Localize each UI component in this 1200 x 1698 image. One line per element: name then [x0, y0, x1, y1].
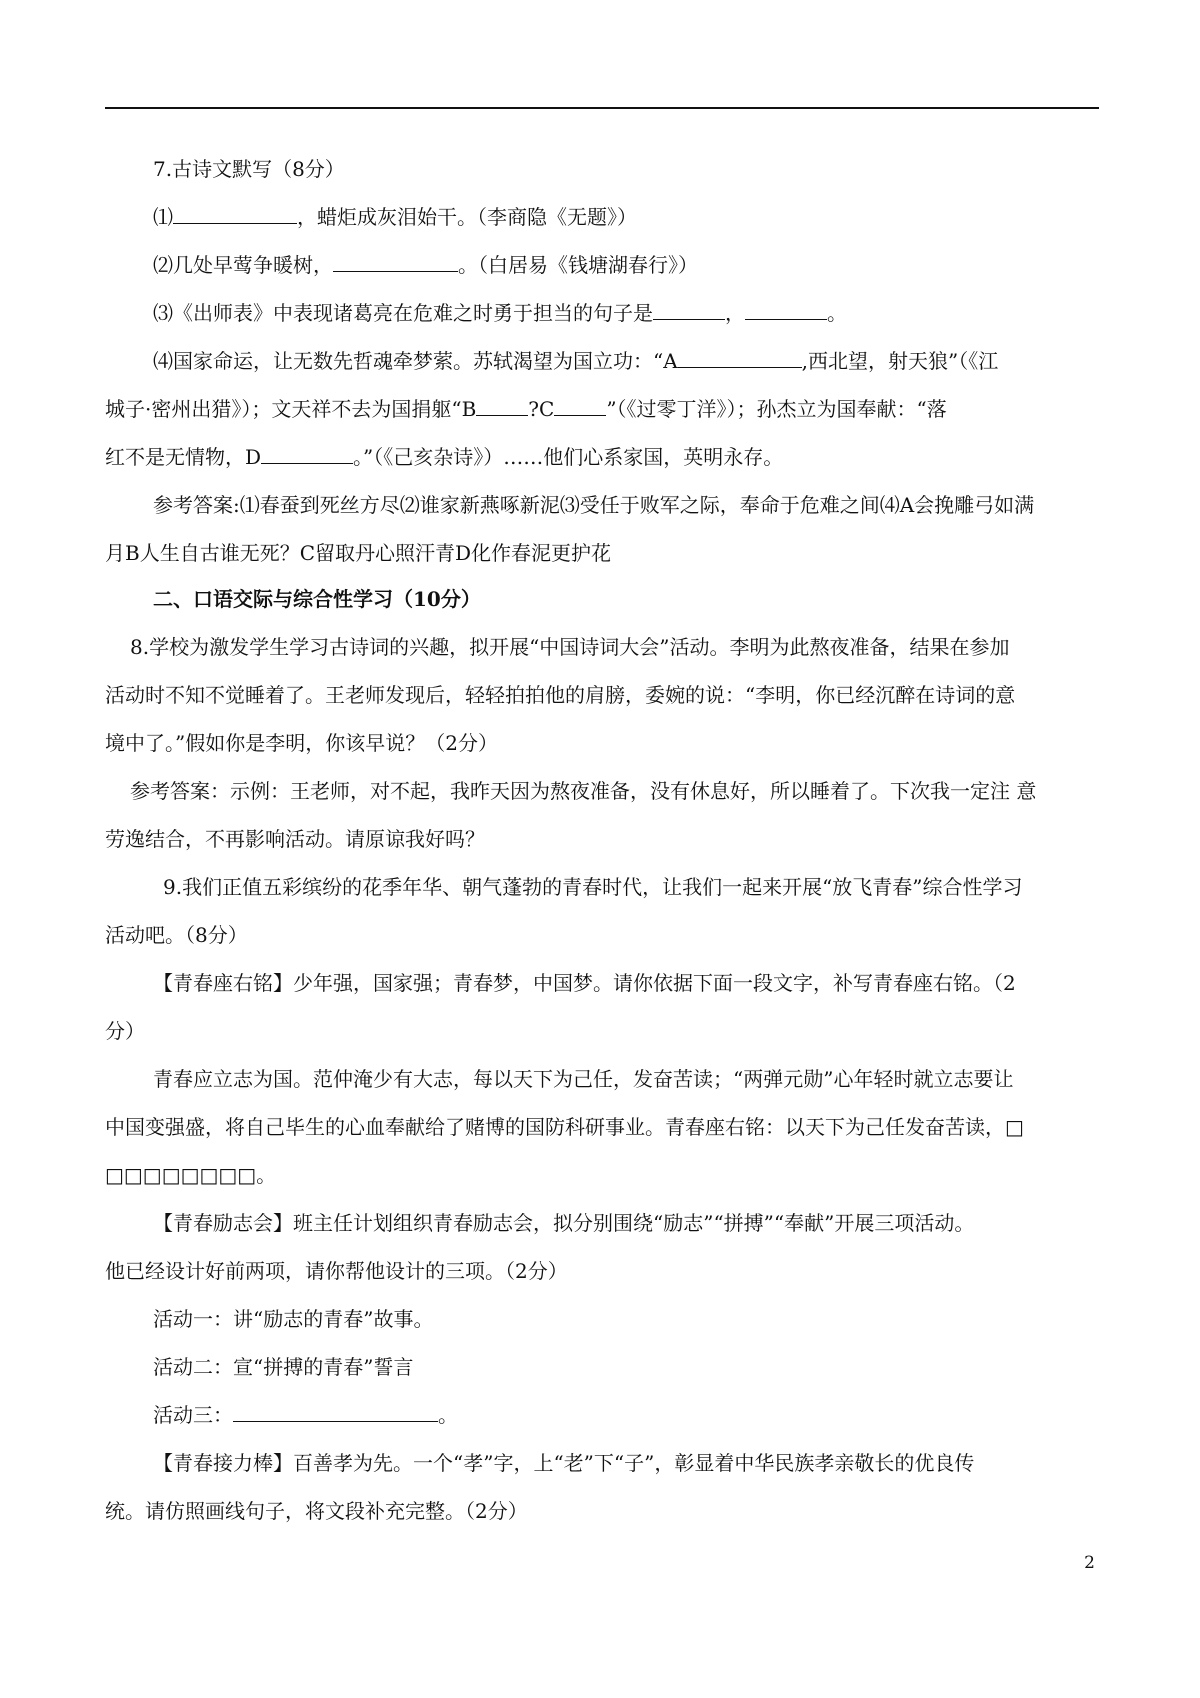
- q7-item-1: ⑴ ，蜡炬成灰泪始干。（李商隐《无题》）: [153, 205, 637, 229]
- fill-blank: [653, 299, 725, 320]
- fill-blank: [745, 299, 827, 320]
- section-2-heading: 二、口语交际与综合性学习（10分）: [153, 587, 481, 611]
- motto-passage-line-1: 青春应立志为国。范仲淹少有大志，每以天下为己任，发奋苦读；“两弹元勋”心年轻时就立志要让: [153, 1067, 1014, 1091]
- fill-blank: [678, 347, 802, 368]
- fill-blank: [554, 395, 606, 416]
- q8-answer-line-1: 参考答案：示例：王老师，对不起，我昨天因为熬夜准备，没有休息好，所以睡着了。下次我一定注 意: [130, 779, 1037, 803]
- q7-item-2: ⑵几处早莺争暖树， 。（白居易《钱塘湖春行》）: [153, 253, 698, 277]
- q9-line-2: 活动吧。（8分）: [105, 923, 248, 947]
- fill-blank: [173, 203, 297, 224]
- fill-blank: [333, 251, 458, 272]
- header-rule: [105, 107, 1099, 109]
- fill-blank: [261, 443, 353, 464]
- q8-line-2: 活动时不知不觉睡着了。王老师发现后，轻轻拍拍他的肩膀，委婉的说：“李明，你已经沉醉在诗词的意: [105, 683, 1016, 707]
- q7-answer-line-1: 参考答案:⑴春蚕到死丝方尽⑵谁家新燕啄新泥⑶受任于败军之际，奉命于危难之间⑷A会挽雕弓如满: [153, 493, 1035, 517]
- q8-line-3: 境中了。”假如你是李明，你该早说？（2分）: [105, 731, 498, 755]
- q8-answer-line-2: 劳逸结合，不再影响活动。请原谅我好吗？: [105, 827, 485, 851]
- page-number: 2: [1084, 1553, 1095, 1573]
- activity-3: 活动三： 。: [153, 1403, 458, 1427]
- motto-task-line-2: 分）: [105, 1019, 145, 1043]
- motto-task-line-1: 【青春座右铭】少年强，国家强；青春梦，中国梦。请你依据下面一段文字，补写青春座右铭。（2: [153, 971, 1016, 995]
- q7-answer-line-2: 月B人生自古谁无死？C留取丹心照汗青D化作春泥更护花: [105, 541, 612, 565]
- q7-item-4-line-3: 红不是无情物，D 。”（《己亥杂诗》）……他们心系家国，英明永存。: [105, 445, 784, 469]
- motto-passage-line-3: □□□□□□□□。: [105, 1163, 277, 1187]
- motto-passage-line-2: 中国变强盛，将自己毕生的心血奉献给了赌博的国防科研事业。青春座右铭：以天下为己任发奋苦读，□: [105, 1115, 1024, 1139]
- relay-task-line-2: 统。请仿照画线句子，将文段补充完整。（2分）: [105, 1499, 528, 1523]
- relay-task-line-1: 【青春接力棒】百善孝为先。一个“孝”字，上“老”下“子”，彰显着中华民族孝亲敬长的优良传: [153, 1451, 975, 1475]
- q7-item-3: ⑶《出师表》中表现诸葛亮在危难之时勇于担当的句子是 ， 。: [153, 301, 847, 325]
- activity-2: 活动二：宣“拼搏的青春”誓言: [153, 1355, 414, 1379]
- question-7-title: 7.古诗文默写（8分）: [153, 157, 345, 181]
- inspire-task-line-1: 【青春励志会】班主任计划组织青春励志会，拟分别围绕“励志”“拼搏”“奉献”开展三项活动。: [153, 1211, 975, 1235]
- inspire-task-line-2: 他已经设计好前两项，请你帮他设计的三项。（2分）: [105, 1259, 568, 1283]
- q8-line-1: 8.学校为激发学生学习古诗词的兴趣，拟开展“中国诗词大会”活动。李明为此熬夜准备，结果在参加: [130, 635, 1010, 659]
- q9-line-1: 9.我们正值五彩缤纷的花季年华、朝气蓬勃的青春时代，让我们一起来开展“放飞青春”综合性学习: [163, 875, 1023, 899]
- fill-blank: [476, 395, 528, 416]
- q7-item-4-line-2: 城子·密州出猎》）；文天祥不去为国捐躯“B ?C ”（《过零丁洋》）；孙杰立为国奉献：“落: [105, 397, 947, 421]
- q7-item-4-line-1: ⑷国家命运，让无数先哲魂牵梦萦。苏轼渴望为国立功：“A ,西北望，射天狼”（《江: [153, 349, 999, 373]
- fill-blank: [233, 1401, 438, 1422]
- activity-1: 活动一：讲“励志的青春”故事。: [153, 1307, 434, 1331]
